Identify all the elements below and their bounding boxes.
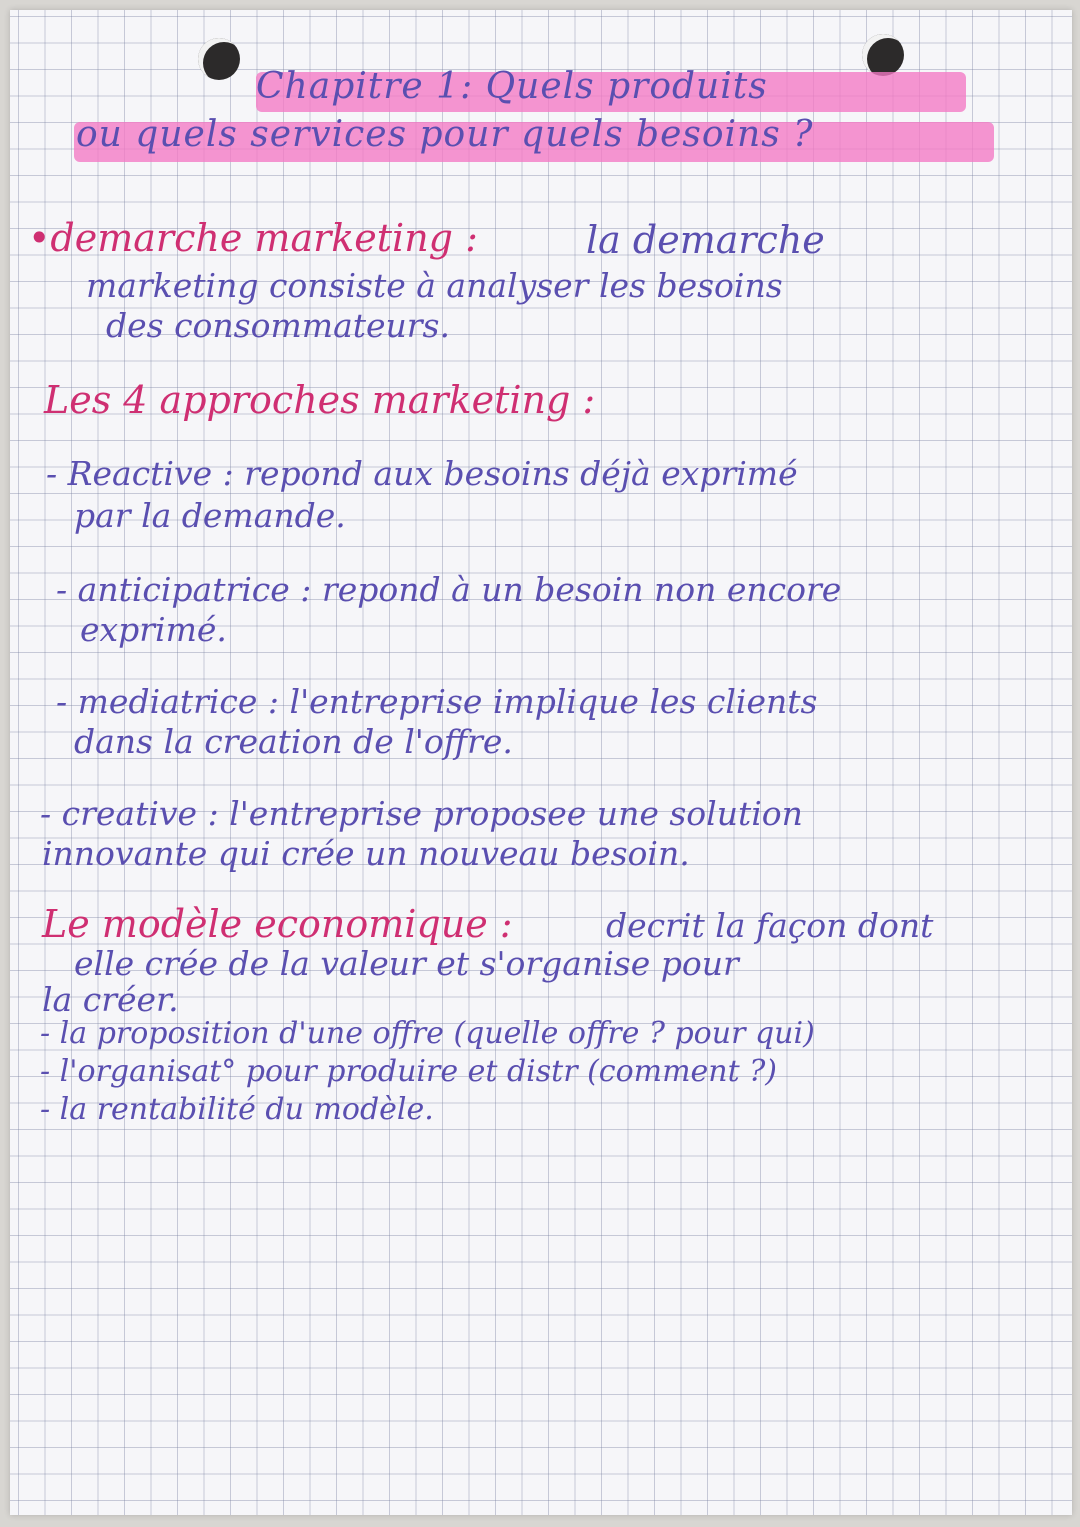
- approche-item: par la demande.: [74, 496, 346, 535]
- approche-item: - anticipatrice : repond à un besoin non encore: [56, 570, 842, 609]
- approche-item: - Reactive : repond aux besoins déjà exprimé: [46, 454, 798, 493]
- modele-text: elle crée de la valeur et s'organise pour: [74, 944, 739, 983]
- demarche-text: marketing consiste à analyser les besoins: [86, 266, 783, 305]
- approches-heading: Les 4 approches marketing :: [44, 378, 596, 422]
- modele-text: decrit la façon dont: [606, 906, 934, 945]
- demarche-text: des consommateurs.: [106, 306, 450, 345]
- demarche-heading: •demarche marketing :: [28, 216, 478, 260]
- approche-item: - mediatrice : l'entreprise implique les clients: [56, 682, 818, 721]
- modele-item: - l'organisat° pour produire et distr (comment ?): [40, 1054, 778, 1089]
- page-title-line-2: ou quels services pour quels besoins ?: [76, 114, 814, 155]
- modele-text: la créer.: [42, 980, 179, 1019]
- demarche-text: la demarche: [586, 218, 825, 262]
- approche-item: - creative : l'entreprise proposee une solution: [40, 794, 803, 833]
- page-title-line-1: Chapitre 1: Quels produits: [256, 66, 768, 107]
- punch-hole: [198, 38, 240, 80]
- approche-item: dans la creation de l'offre.: [74, 722, 513, 761]
- modele-item: - la proposition d'une offre (quelle offre ? pour qui): [40, 1016, 815, 1051]
- notebook-page: [10, 10, 1072, 1515]
- modele-heading: Le modèle economique :: [42, 902, 513, 946]
- approche-item: innovante qui crée un nouveau besoin.: [42, 834, 690, 873]
- modele-item: - la rentabilité du modèle.: [40, 1092, 434, 1127]
- approche-item: exprimé.: [80, 610, 227, 649]
- punch-hole: [862, 34, 904, 76]
